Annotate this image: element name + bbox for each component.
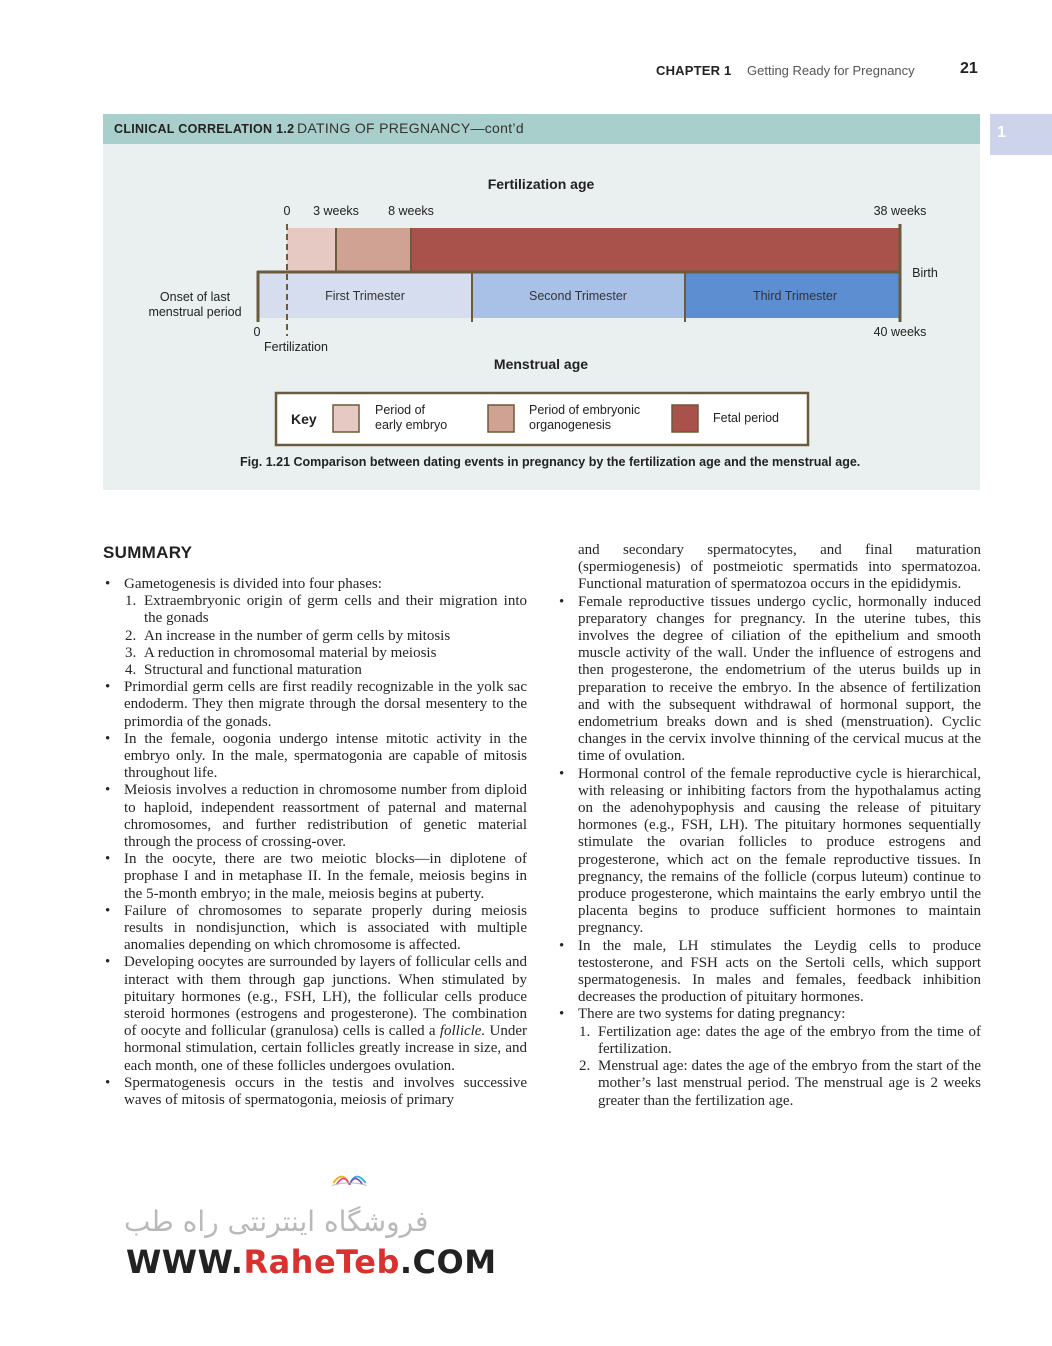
- summary-subitem: 2. An increase in the number of germ cells by mitosis: [125, 627, 451, 644]
- chapter-title: Getting Ready for Pregnancy: [747, 63, 915, 78]
- onset-label-line1: Onset of last: [159, 290, 231, 304]
- summary-subitem: 2. Menstrual age: dates the age of the embryo from the start of the mother’s last menstrual period. The menstrual age is 2 weeks greater than the fertilization age.: [579, 1058, 981, 1109]
- summary-heading: SUMMARY: [103, 543, 193, 562]
- summary-subitem: 4. Structural and functional maturation: [125, 662, 362, 679]
- chapter-label: CHAPTER 1: [656, 63, 732, 78]
- summary-bullet: • In the male, LH stimulates the Leydig cells to produce testosterone, and FSH acts on the Sertoli cells, which support spermatogenesis. In males and females, feedback inhibition decreases the production of pituitary hormones.: [557, 938, 981, 1007]
- key-organ-line1: Period of embryonic: [529, 403, 641, 417]
- summary-bullet: • Gametogenesis is divided into four phases:: [103, 576, 527, 593]
- summary-right-column: [557, 542, 981, 1110]
- tick-3-weeks: 3 weeks: [313, 204, 359, 218]
- watermark-persian-text: فروشگاه اینترنتی راه طب: [124, 1205, 429, 1238]
- bar-organogenesis: [336, 228, 411, 271]
- summary-bullet: • Failure of chromosomes to separate properly during meiosis results in nondisjunction, which is associated with multiple anomalies depending on which chromosome is affected.: [103, 903, 527, 955]
- summary-bullet-continuation: and secondary spermatocytes, and final maturation (spermiogenesis) of postmeiotic spermatids into spermatozoa. Functional maturation of spermatozoa occurs in the epididymis.: [578, 542, 981, 593]
- chapter-thumb-tab: [990, 114, 1052, 155]
- summary-subitem: 1. Fertilization age: dates the age of the embryo from the time of fertilization.: [579, 1023, 981, 1057]
- clinical-correlation-box: [103, 114, 980, 490]
- figure-caption: Fig. 1.21 Comparison between dating events in pregnancy by the fertilization age and the menstrual age.: [240, 455, 861, 469]
- summary-bullet: • In the female, oogonia undergo intense mitotic activity in the embryo only. In the male, spermatogonia are capable of mitosis throughout life.: [103, 731, 527, 783]
- birth-label: Birth: [912, 266, 938, 280]
- tick-0: 0: [283, 204, 291, 218]
- dating-figure: [103, 114, 980, 490]
- bottom-zero-label: 0: [253, 325, 261, 339]
- key-organ-line2: organogenesis: [529, 418, 612, 432]
- clinical-box-title: DATING OF PREGNANCY—cont’d: [297, 120, 524, 136]
- summary-bullet: • Hormonal control of the female reproductive cycle is hierarchical, with releasing or inhibiting factors from the hypothalamus acting on the adenohypophysis and causing the release of pituitary hormones (e.g., FSH, LH). The pituitary hormones sequentially stimulate the ovarian follicles to produce estrogens and progesterone, which act on the female reproductive tissues. In pregnancy, the remains of the follicle (corpus luteum) continue to produce progesterone, which maintains the early embryo until the placenta begins to produce sufficient hormones to maintain pregnancy.: [557, 766, 981, 938]
- bar-fetal-period: [411, 228, 900, 271]
- key-early-line2: early embryo: [375, 418, 448, 432]
- follicle-term: follicle.: [439, 1023, 486, 1040]
- tick-8-weeks: 8 weeks: [388, 204, 434, 218]
- key-swatch-organogenesis: [488, 405, 514, 432]
- summary-subitem: 3. A reduction in chromosomal material by meiosis: [125, 644, 437, 661]
- menstrual-age-title: Menstrual age: [493, 356, 589, 372]
- book-logo-icon: [330, 1148, 450, 1208]
- fertilization-age-title: Fertilization age: [487, 176, 595, 192]
- thumb-tab-number: 1: [997, 124, 1006, 141]
- summary-bullet: • Developing oocytes are surrounded by layers of follicular cells and interact with them through gap junctions. When stimulated by pituitary hormones (e.g., FSH, LH), the follicular cells produce steroid hormones (estrogens and progesterone). The combination of oocyte and follicular (granulosa) cells is called a follicle. Under hormonal stimulation, certain follicles greatly increase in size, and each month, one of these follicles undergoes ovulation.: [103, 954, 527, 1074]
- key-swatch-fetal: [672, 405, 698, 432]
- key-fetal-label: Fetal period: [713, 411, 780, 425]
- bar-early-embryo: [287, 228, 336, 271]
- summary-bullet: • Meiosis involves a reduction in chromosome number from diploid to haploid, independent reassortment of paternal and maternal chromosomes, and further redistribution of genetic material through the process of crossing-over.: [103, 782, 527, 851]
- summary-bullet: • Primordial germ cells are first readily recognizable in the yolk sac endoderm. They then migrate through the dorsal mesentery to the primordia of the gonads.: [103, 679, 527, 731]
- tick-38-weeks: 38 weeks: [873, 204, 927, 218]
- third-trimester-label: Third Trimester: [752, 289, 838, 303]
- first-trimester-label: First Trimester: [325, 289, 405, 303]
- key-early-line1: Period of: [375, 403, 426, 417]
- fertilization-label: Fertilization: [264, 340, 328, 354]
- key-swatch-early-embryo: [333, 405, 359, 432]
- summary-subitem: 1. Extraembryonic origin of germ cells and their migration into the gonads: [125, 593, 527, 627]
- running-head: [0, 60, 1052, 84]
- forty-weeks-label: 40 weeks: [873, 325, 927, 339]
- second-trimester-label: Second Trimester: [529, 289, 627, 303]
- page-number: 21: [960, 60, 978, 77]
- summary-bullet: • In the oocyte, there are two meiotic blocks—in diplotene of prophase I and in metaphase II. In the female, meiosis begins in the 5-month embryo; in the male, meiosis begins at puberty.: [103, 851, 527, 903]
- clinical-box-label: CLINICAL CORRELATION 1.2: [114, 122, 295, 136]
- summary-left-column: [103, 576, 527, 1109]
- watermark-url: WWW.RaheTeb.COM: [126, 1243, 497, 1281]
- summary-bullet: • Spermatogenesis occurs in the testis and involves successive waves of mitosis of spermatogonia, meiosis of primary: [103, 1075, 527, 1109]
- summary-bullet: • There are two systems for dating pregnancy:: [557, 1006, 981, 1023]
- key-label: Key: [291, 411, 317, 427]
- onset-label-line2: menstrual period: [148, 305, 242, 319]
- summary-bullet: • Female reproductive tissues undergo cyclic, hormonally induced preparatory changes for pregnancy. In the uterine tubes, this involves the degree of ciliation of the epithelium and smooth muscle activity of the wall. Under the influence of estrogens and then progesterone, the endometrium of the uterus builds up in preparation to receive the embryo. In the absence of fertilization and with the subsequent withdrawal of hormonal support, the endometrium breaks down and is shed (menstruation). Cyclic changes in the cervix involve thinning of the cervical mucus at the time of ovulation.: [557, 594, 981, 766]
